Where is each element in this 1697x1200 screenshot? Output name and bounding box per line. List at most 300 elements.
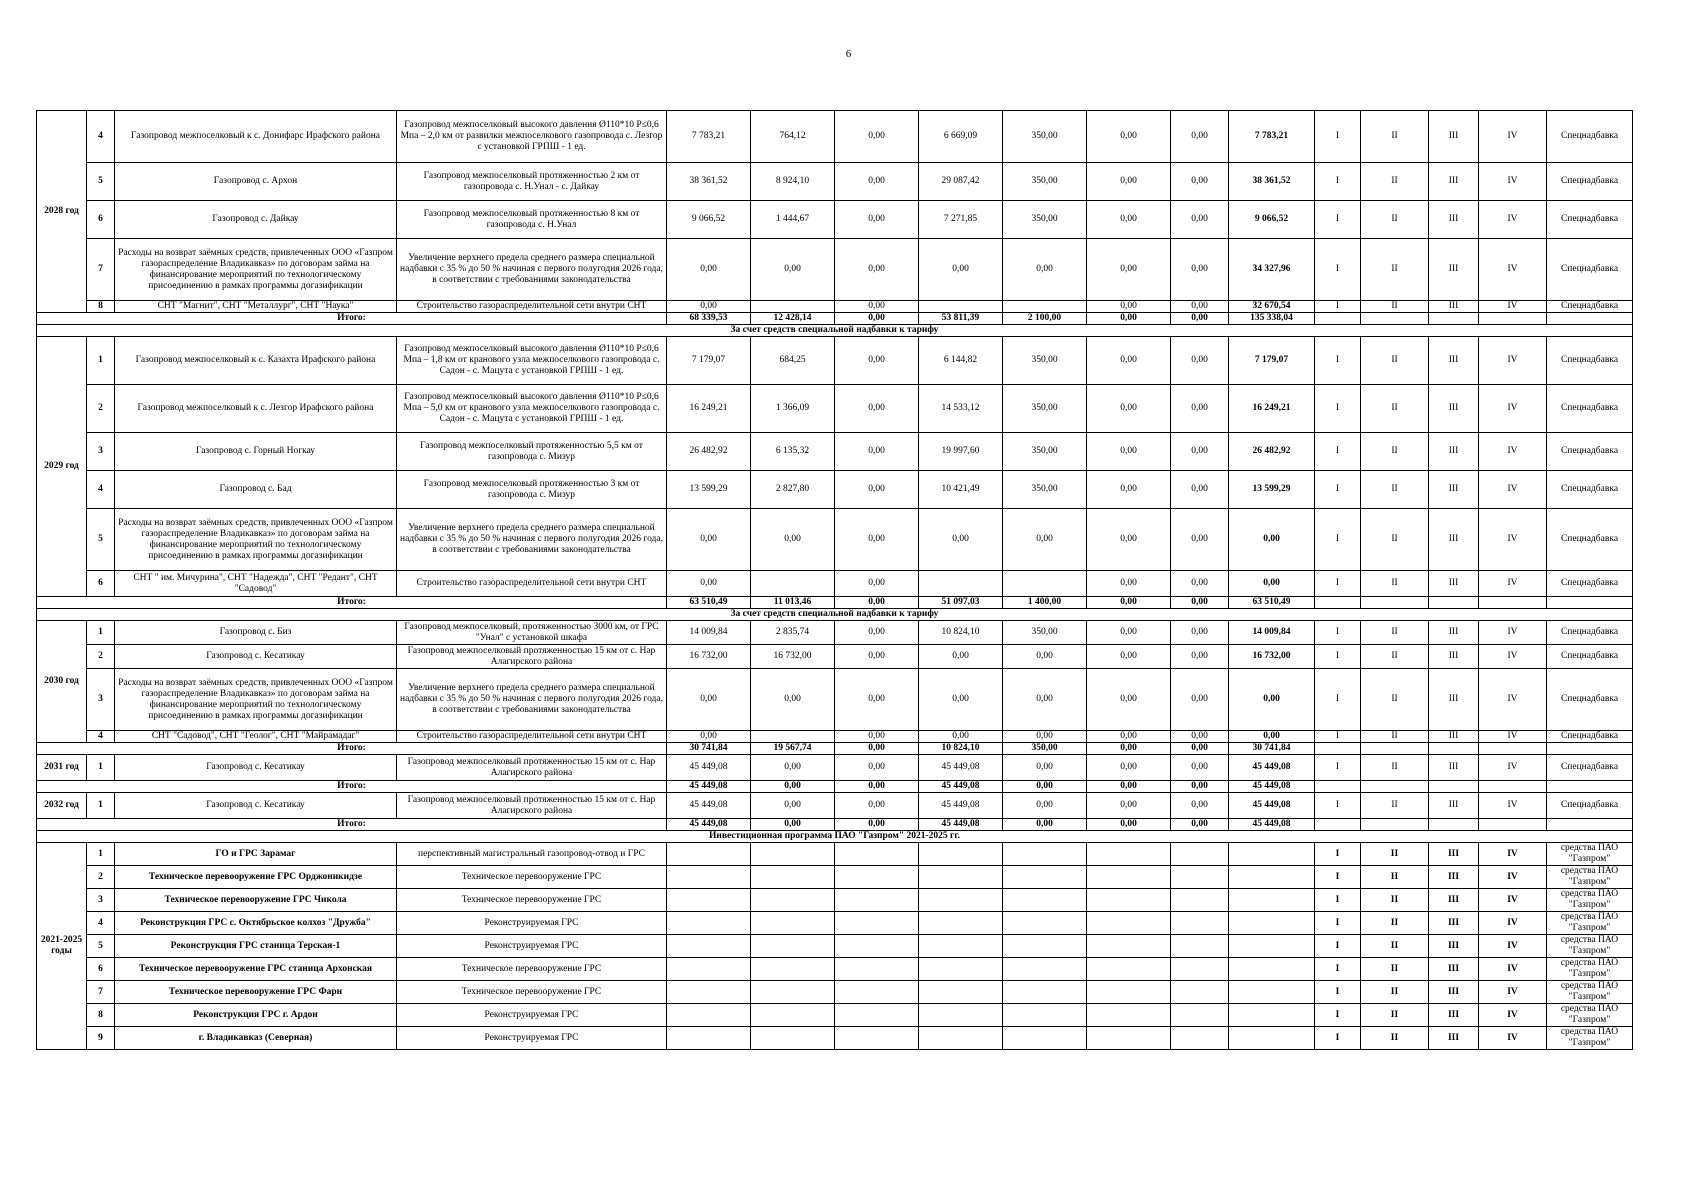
page-number: 6 <box>845 48 852 60</box>
empty-value-cell <box>919 1004 1003 1027</box>
empty-value-cell <box>1087 889 1171 912</box>
empty-value-cell <box>1003 866 1087 889</box>
stage-r1: I <box>1315 433 1361 471</box>
value-c7: 0,00 <box>1171 433 1229 471</box>
row-number: 3 <box>87 669 115 731</box>
stage-r4: IV <box>1479 669 1547 731</box>
row-number: 4 <box>87 471 115 509</box>
row-number: 8 <box>87 1004 115 1027</box>
empty-value-cell <box>1003 1004 1087 1027</box>
stage-r3: III <box>1429 793 1479 819</box>
funding-source: средства ПАО "Газпром" <box>1547 1027 1633 1050</box>
stage-r4: IV <box>1479 163 1547 201</box>
funding-source: Спецнадбавка <box>1547 471 1633 509</box>
stage-r2: II <box>1361 843 1429 866</box>
year-cell: 2021-2025 годы <box>37 843 87 1050</box>
value-c8: 32 670,54 <box>1229 301 1315 313</box>
total-c4: 45 449,08 <box>919 781 1003 793</box>
stage-r3: III <box>1429 385 1479 433</box>
total-row <box>37 597 1633 609</box>
object-description: Газопровод межпоселковый протяженностью 15 км от с. Нар Алагирского района <box>397 645 667 669</box>
total-empty-cell <box>1429 819 1479 831</box>
object-description: Реконструируемая ГРС <box>397 912 667 935</box>
row-number: 7 <box>87 981 115 1004</box>
value-c6: 0,00 <box>1087 201 1171 239</box>
stage-r3: III <box>1429 163 1479 201</box>
empty-value-cell <box>1003 843 1087 866</box>
stage-r3: III <box>1429 731 1479 743</box>
total-empty-cell <box>1547 781 1633 793</box>
stage-r1: I <box>1315 1027 1361 1050</box>
row-number: 5 <box>87 163 115 201</box>
value-c8: 0,00 <box>1229 571 1315 597</box>
stage-r1: I <box>1315 111 1361 163</box>
stage-r1: I <box>1315 669 1361 731</box>
object-name: Газопровод с. Дайкау <box>115 201 397 239</box>
object-name: Расходы на возврат заёмных средств, привлеченных ООО «Газпром газораспределение Владикавказ» по договорам займа на финансирование мероприятий по технологическому присоединению в рамках программы догазификации <box>115 669 397 731</box>
value-c6: 0,00 <box>1087 645 1171 669</box>
object-name: СНТ "Магнит", СНТ "Металлург", СНТ "Наука" <box>115 301 397 313</box>
funding-source: Спецнадбавка <box>1547 111 1633 163</box>
value-c1: 26 482,92 <box>667 433 751 471</box>
empty-value-cell <box>1229 912 1315 935</box>
total-c3: 0,00 <box>835 597 919 609</box>
stage-r2: II <box>1361 385 1429 433</box>
value-c6: 0,00 <box>1087 337 1171 385</box>
row-number: 6 <box>87 958 115 981</box>
value-c2: 0,00 <box>751 509 835 571</box>
table-row <box>37 935 1633 958</box>
value-c4: 0,00 <box>919 731 1003 743</box>
value-c7: 0,00 <box>1171 301 1229 313</box>
value-c7: 0,00 <box>1171 621 1229 645</box>
funding-source: Спецнадбавка <box>1547 163 1633 201</box>
value-c8: 14 009,84 <box>1229 621 1315 645</box>
stage-r4: IV <box>1479 981 1547 1004</box>
stage-r1: I <box>1315 866 1361 889</box>
stage-r2: II <box>1361 981 1429 1004</box>
empty-value-cell <box>667 843 751 866</box>
stage-r3: III <box>1429 755 1479 781</box>
value-c6: 0,00 <box>1087 669 1171 731</box>
value-c4 <box>919 301 1003 313</box>
stage-r4: IV <box>1479 111 1547 163</box>
value-c2: 1 444,67 <box>751 201 835 239</box>
value-c6: 0,00 <box>1087 755 1171 781</box>
section-header-row <box>37 325 1633 337</box>
value-c6: 0,00 <box>1087 111 1171 163</box>
empty-value-cell <box>1087 1004 1171 1027</box>
table-row <box>37 621 1633 645</box>
stage-r3: III <box>1429 935 1479 958</box>
stage-r2: II <box>1361 1004 1429 1027</box>
value-c4: 19 997,60 <box>919 433 1003 471</box>
object-description: Газопровод межпоселковый высокого давления Ø110*10 P≤0,6 Мпа – 1,8 км от кранового узла межпоселкового газопровода с. Садон - с. Мацута с установкой ГРПШ - 1 ед. <box>397 337 667 385</box>
total-empty-cell <box>1479 597 1547 609</box>
table-row <box>37 239 1633 301</box>
value-c3: 0,00 <box>835 201 919 239</box>
value-c2: 0,00 <box>751 239 835 301</box>
total-c1: 45 449,08 <box>667 819 751 831</box>
empty-value-cell <box>1229 958 1315 981</box>
row-number: 4 <box>87 912 115 935</box>
total-c2: 0,00 <box>751 819 835 831</box>
object-name: Реконструкция ГРС г. Ардон <box>115 1004 397 1027</box>
object-description: Реконструируемая ГРС <box>397 935 667 958</box>
total-c3: 0,00 <box>835 743 919 755</box>
stage-r2: II <box>1361 793 1429 819</box>
stage-r3: III <box>1429 866 1479 889</box>
stage-r2: II <box>1361 337 1429 385</box>
empty-value-cell <box>751 912 835 935</box>
value-c1: 0,00 <box>667 731 751 743</box>
stage-r2: II <box>1361 645 1429 669</box>
stage-r1: I <box>1315 935 1361 958</box>
total-c2: 0,00 <box>751 781 835 793</box>
stage-r1: I <box>1315 571 1361 597</box>
funding-source: средства ПАО "Газпром" <box>1547 889 1633 912</box>
value-c3: 0,00 <box>835 755 919 781</box>
stage-r3: III <box>1429 889 1479 912</box>
year-cell: 2031 год <box>37 755 87 781</box>
empty-value-cell <box>1087 935 1171 958</box>
stage-r3: III <box>1429 843 1479 866</box>
object-name: ГО и ГРС Зарамаг <box>115 843 397 866</box>
total-c7: 0,00 <box>1171 313 1229 325</box>
funding-source: средства ПАО "Газпром" <box>1547 981 1633 1004</box>
table-row <box>37 793 1633 819</box>
table-row <box>37 301 1633 313</box>
funding-source: средства ПАО "Газпром" <box>1547 843 1633 866</box>
total-empty-cell <box>1547 819 1633 831</box>
value-c2: 8 924,10 <box>751 163 835 201</box>
value-c8: 0,00 <box>1229 731 1315 743</box>
stage-r3: III <box>1429 981 1479 1004</box>
value-c2 <box>751 301 835 313</box>
total-c2: 19 567,74 <box>751 743 835 755</box>
row-number: 4 <box>87 111 115 163</box>
funding-source: Спецнадбавка <box>1547 385 1633 433</box>
object-name: Газопровод с. Архон <box>115 163 397 201</box>
stage-r1: I <box>1315 912 1361 935</box>
value-c6: 0,00 <box>1087 509 1171 571</box>
stage-r4: IV <box>1479 843 1547 866</box>
stage-r1: I <box>1315 958 1361 981</box>
value-c2: 2 827,80 <box>751 471 835 509</box>
empty-value-cell <box>919 889 1003 912</box>
stage-r3: III <box>1429 1027 1479 1050</box>
stage-r4: IV <box>1479 201 1547 239</box>
empty-value-cell <box>1229 843 1315 866</box>
stage-r1: I <box>1315 731 1361 743</box>
stage-r3: III <box>1429 509 1479 571</box>
value-c6: 0,00 <box>1087 731 1171 743</box>
funding-source: средства ПАО "Газпром" <box>1547 935 1633 958</box>
stage-r3: III <box>1429 571 1479 597</box>
total-c5: 1 400,00 <box>1003 597 1087 609</box>
stage-r4: IV <box>1479 301 1547 313</box>
value-c7: 0,00 <box>1171 571 1229 597</box>
object-name: Техническое перевооружение ГРС станица Архонская <box>115 958 397 981</box>
stage-r2: II <box>1361 669 1429 731</box>
section-title: Инвестиционная программа ПАО "Газпром" 2021-2025 гг. <box>37 831 1633 843</box>
value-c2: 16 732,00 <box>751 645 835 669</box>
value-c4: 0,00 <box>919 509 1003 571</box>
stage-r4: IV <box>1479 755 1547 781</box>
object-description: Техническое перевооружение ГРС <box>397 889 667 912</box>
value-c3: 0,00 <box>835 433 919 471</box>
empty-value-cell <box>1003 1027 1087 1050</box>
row-number: 1 <box>87 843 115 866</box>
empty-value-cell <box>919 843 1003 866</box>
value-c5: 0,00 <box>1003 669 1087 731</box>
value-c8: 34 327,96 <box>1229 239 1315 301</box>
row-number: 9 <box>87 1027 115 1050</box>
stage-r1: I <box>1315 843 1361 866</box>
empty-value-cell <box>1171 958 1229 981</box>
empty-value-cell <box>835 1027 919 1050</box>
object-name: Газопровод межпоселковый к с. Казахта Ирафского района <box>115 337 397 385</box>
empty-value-cell <box>667 958 751 981</box>
value-c2: 0,00 <box>751 755 835 781</box>
total-c5: 0,00 <box>1003 781 1087 793</box>
empty-value-cell <box>1003 958 1087 981</box>
object-description: Газопровод межпоселковый протяженностью 5,5 км от газопровода с. Мизур <box>397 433 667 471</box>
object-description: Увеличение верхнего предела среднего размера специальной надбавки с 35 % до 50 % начиная с первого полугодия 2026 года, в соответствии с требованиями законодательства <box>397 509 667 571</box>
total-c1: 68 339,53 <box>667 313 751 325</box>
row-number: 8 <box>87 301 115 313</box>
value-c6: 0,00 <box>1087 793 1171 819</box>
empty-value-cell <box>1229 889 1315 912</box>
section-title: За счет средств специальной надбавки к тарифу <box>37 325 1633 337</box>
value-c8: 0,00 <box>1229 669 1315 731</box>
empty-value-cell <box>751 958 835 981</box>
value-c5 <box>1003 301 1087 313</box>
value-c1: 7 783,21 <box>667 111 751 163</box>
total-c3: 0,00 <box>835 819 919 831</box>
funding-source: Спецнадбавка <box>1547 755 1633 781</box>
value-c1: 0,00 <box>667 571 751 597</box>
object-name: Техническое перевооружение ГРС Фарн <box>115 981 397 1004</box>
total-empty-cell <box>1361 743 1429 755</box>
table-row <box>37 385 1633 433</box>
total-c4: 45 449,08 <box>919 819 1003 831</box>
row-number: 6 <box>87 571 115 597</box>
value-c5: 350,00 <box>1003 433 1087 471</box>
total-c7: 0,00 <box>1171 781 1229 793</box>
object-description: Газопровод межпоселковый высокого давления Ø110*10 P≤0,6 Мпа – 2,0 км от развилки межпоселкового газопровода с. Лезгор с установкой ГРПШ - 1 ед. <box>397 111 667 163</box>
stage-r2: II <box>1361 958 1429 981</box>
table-row <box>37 731 1633 743</box>
total-c8: 45 449,08 <box>1229 819 1315 831</box>
object-description: Газопровод межпоселковый протяженностью 2 км от газопровода с. Н.Унал - с. Дайкау <box>397 163 667 201</box>
total-empty-cell <box>1479 313 1547 325</box>
row-number: 2 <box>87 385 115 433</box>
total-empty-cell <box>1315 819 1361 831</box>
value-c4: 6 144,82 <box>919 337 1003 385</box>
empty-value-cell <box>1171 843 1229 866</box>
year-cell: 2029 год <box>37 337 87 597</box>
total-empty-cell <box>1315 313 1361 325</box>
empty-value-cell <box>1003 981 1087 1004</box>
table-row <box>37 866 1633 889</box>
value-c2 <box>751 571 835 597</box>
total-row <box>37 781 1633 793</box>
year-cell: 2028 год <box>37 111 87 313</box>
section-header-row <box>37 609 1633 621</box>
row-number: 5 <box>87 509 115 571</box>
total-empty-cell <box>1479 743 1547 755</box>
value-c1: 45 449,08 <box>667 755 751 781</box>
table-row <box>37 1004 1633 1027</box>
value-c3: 0,00 <box>835 163 919 201</box>
empty-value-cell <box>667 889 751 912</box>
funding-source: средства ПАО "Газпром" <box>1547 958 1633 981</box>
empty-value-cell <box>919 1027 1003 1050</box>
value-c7: 0,00 <box>1171 111 1229 163</box>
stage-r1: I <box>1315 201 1361 239</box>
value-c8: 16 732,00 <box>1229 645 1315 669</box>
value-c8: 38 361,52 <box>1229 163 1315 201</box>
value-c4: 0,00 <box>919 239 1003 301</box>
stage-r2: II <box>1361 621 1429 645</box>
value-c8: 7 783,21 <box>1229 111 1315 163</box>
row-number: 2 <box>87 866 115 889</box>
empty-value-cell <box>1087 912 1171 935</box>
value-c1: 0,00 <box>667 239 751 301</box>
value-c7: 0,00 <box>1171 163 1229 201</box>
object-description: Техническое перевооружение ГРС <box>397 981 667 1004</box>
empty-value-cell <box>835 935 919 958</box>
total-c4: 10 824,10 <box>919 743 1003 755</box>
empty-value-cell <box>835 866 919 889</box>
value-c6: 0,00 <box>1087 385 1171 433</box>
total-c8: 63 510,49 <box>1229 597 1315 609</box>
table-row <box>37 755 1633 781</box>
value-c5: 0,00 <box>1003 755 1087 781</box>
object-name: Расходы на возврат заёмных средств, привлеченных ООО «Газпром газораспределение Владикавказ» по договорам займа на финансирование мероприятий по технологическому присоединению в рамках программы догазификации <box>115 239 397 301</box>
value-c8: 9 066,52 <box>1229 201 1315 239</box>
total-empty-cell <box>1479 781 1547 793</box>
object-name: Газопровод с. Кесатикау <box>115 755 397 781</box>
total-c3: 0,00 <box>835 781 919 793</box>
total-c1: 63 510,49 <box>667 597 751 609</box>
total-empty-cell <box>1315 743 1361 755</box>
table-row <box>37 669 1633 731</box>
value-c3: 0,00 <box>835 337 919 385</box>
stage-r2: II <box>1361 889 1429 912</box>
value-c1: 0,00 <box>667 509 751 571</box>
stage-r1: I <box>1315 645 1361 669</box>
row-number: 1 <box>87 755 115 781</box>
stage-r4: IV <box>1479 571 1547 597</box>
empty-value-cell <box>1229 935 1315 958</box>
stage-r4: IV <box>1479 621 1547 645</box>
total-label: Итого: <box>37 743 667 755</box>
object-name: Техническое перевооружение ГРС Орджоникидзе <box>115 866 397 889</box>
table-row <box>37 1027 1633 1050</box>
total-row <box>37 819 1633 831</box>
value-c8: 13 599,29 <box>1229 471 1315 509</box>
stage-r2: II <box>1361 731 1429 743</box>
empty-value-cell <box>1171 912 1229 935</box>
value-c5: 350,00 <box>1003 201 1087 239</box>
stage-r2: II <box>1361 755 1429 781</box>
total-label: Итого: <box>37 313 667 325</box>
object-name: Газопровод с. Биз <box>115 621 397 645</box>
row-number: 3 <box>87 433 115 471</box>
value-c4 <box>919 571 1003 597</box>
empty-value-cell <box>1087 866 1171 889</box>
total-empty-cell <box>1429 313 1479 325</box>
stage-r4: IV <box>1479 433 1547 471</box>
stage-r3: III <box>1429 621 1479 645</box>
total-c6: 0,00 <box>1087 597 1171 609</box>
value-c4: 0,00 <box>919 669 1003 731</box>
value-c1: 13 599,29 <box>667 471 751 509</box>
object-name: СНТ " им. Мичурина", СНТ "Надежда", СНТ "Редант", СНТ "Садовод" <box>115 571 397 597</box>
stage-r1: I <box>1315 621 1361 645</box>
value-c5: 350,00 <box>1003 471 1087 509</box>
empty-value-cell <box>667 981 751 1004</box>
empty-value-cell <box>1229 866 1315 889</box>
object-name: Газопровод с. Кесатикау <box>115 645 397 669</box>
stage-r2: II <box>1361 509 1429 571</box>
total-c3: 0,00 <box>835 313 919 325</box>
object-name: г. Владикавказ (Северная) <box>115 1027 397 1050</box>
value-c3: 0,00 <box>835 669 919 731</box>
empty-value-cell <box>751 935 835 958</box>
value-c1: 0,00 <box>667 301 751 313</box>
object-name: СНТ "Садовод", СНТ "Геолог", СНТ "Майрамадаг" <box>115 731 397 743</box>
value-c7: 0,00 <box>1171 755 1229 781</box>
empty-value-cell <box>1171 889 1229 912</box>
value-c2: 1 366,09 <box>751 385 835 433</box>
value-c3: 0,00 <box>835 731 919 743</box>
stage-r4: IV <box>1479 509 1547 571</box>
object-name: Газопровод межпоселковый к с. Лезгор Ирафского района <box>115 385 397 433</box>
total-empty-cell <box>1429 597 1479 609</box>
section-title: За счет средств специальной надбавки к тарифу <box>37 609 1633 621</box>
total-c2: 12 428,14 <box>751 313 835 325</box>
stage-r2: II <box>1361 935 1429 958</box>
total-row <box>37 313 1633 325</box>
row-number: 4 <box>87 731 115 743</box>
total-c7: 0,00 <box>1171 819 1229 831</box>
empty-value-cell <box>835 889 919 912</box>
object-name: Реконструкция ГРС станица Терская-1 <box>115 935 397 958</box>
stage-r3: III <box>1429 433 1479 471</box>
year-cell: 2032 год <box>37 793 87 819</box>
stage-r1: I <box>1315 163 1361 201</box>
value-c8: 16 249,21 <box>1229 385 1315 433</box>
total-empty-cell <box>1547 597 1633 609</box>
funding-source: Спецнадбавка <box>1547 793 1633 819</box>
empty-value-cell <box>1003 912 1087 935</box>
value-c2: 2 835,74 <box>751 621 835 645</box>
stage-r2: II <box>1361 239 1429 301</box>
stage-r3: III <box>1429 669 1479 731</box>
object-description: Строительство газораспределительной сети внутри СНТ <box>397 571 667 597</box>
empty-value-cell <box>1171 981 1229 1004</box>
empty-value-cell <box>835 1004 919 1027</box>
stage-r3: III <box>1429 958 1479 981</box>
empty-value-cell <box>1171 1004 1229 1027</box>
stage-r2: II <box>1361 571 1429 597</box>
value-c3: 0,00 <box>835 509 919 571</box>
value-c7: 0,00 <box>1171 337 1229 385</box>
value-c8: 45 449,08 <box>1229 755 1315 781</box>
